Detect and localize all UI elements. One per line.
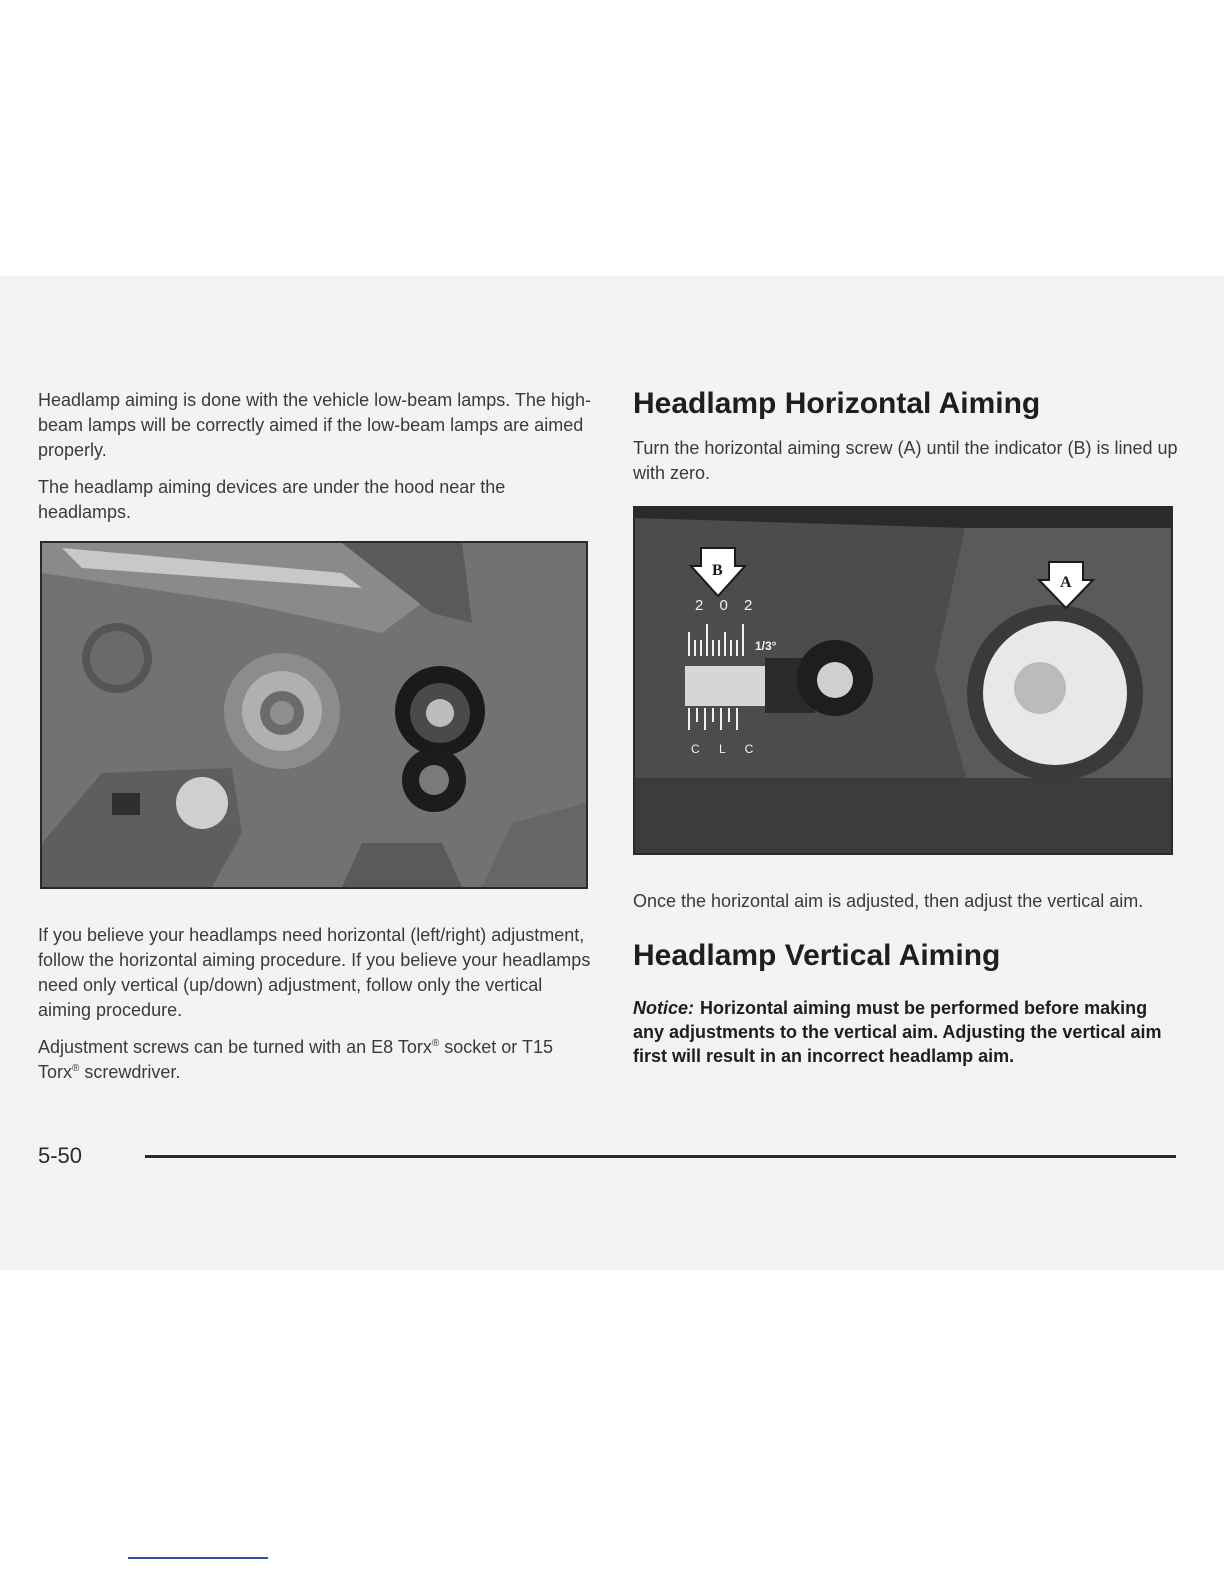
notice-label: Notice: bbox=[633, 998, 695, 1018]
intro-paragraph: Headlamp aiming is done with the vehicle low-beam lamps. The high-beam lamps will be correctly aimed if the low-beam lamps are aimed properly. bbox=[38, 390, 591, 460]
scale-bottom-label: C L C bbox=[691, 742, 762, 756]
scale-top-label: 2 0 2 bbox=[695, 597, 759, 614]
bottom-link-line bbox=[128, 1557, 268, 1559]
adjustment-type-paragraph: If you believe your headlamps need horizontal (left/right) adjustment, follow the horizontal aiming procedure. If you believe your headlamps need only vertical (up/down) adjustment, follow only the vertical aiming procedure. bbox=[38, 925, 591, 1020]
notice-block bbox=[633, 996, 1178, 1068]
scale-fraction-label: 1/3° bbox=[755, 639, 777, 653]
horizontal-aiming-instruction: Turn the horizontal aiming screw (A) until the indicator (B) is lined up with zero. bbox=[633, 438, 1178, 483]
registered-mark: ® bbox=[72, 1063, 80, 1074]
footer-rule bbox=[145, 1155, 1176, 1158]
after-horizontal-paragraph: Once the horizontal aim is adjusted, then adjust the vertical aim. bbox=[633, 891, 1144, 911]
torx-tools-paragraph: Adjustment screws can be turned with an E8 Torx® socket or T15 Torx® screwdriver. bbox=[38, 1037, 553, 1082]
horizontal-aiming-heading: Headlamp Horizontal Aiming bbox=[633, 387, 1041, 420]
notice-text: Horizontal aiming must be performed before making any adjustments to the vertical aim. Adjusting the vertical aim first will result in an incorrect headlamp aim. bbox=[633, 998, 1162, 1066]
horizontal-aiming-photo bbox=[633, 506, 1173, 855]
registered-mark: ® bbox=[431, 1038, 440, 1049]
page-footer bbox=[38, 1143, 1176, 1173]
left-column bbox=[38, 388, 593, 1097]
headlamp-aiming-devices-photo bbox=[40, 541, 588, 889]
page-number: 5-50 bbox=[38, 1143, 83, 1168]
screw-a-label: A bbox=[1060, 574, 1072, 591]
vertical-aiming-heading: Headlamp Vertical Aiming bbox=[633, 939, 1001, 972]
right-column bbox=[633, 386, 1178, 1068]
devices-location-paragraph: The headlamp aiming devices are under the hood near the headlamps. bbox=[38, 477, 506, 522]
indicator-b-label: B bbox=[712, 562, 723, 579]
